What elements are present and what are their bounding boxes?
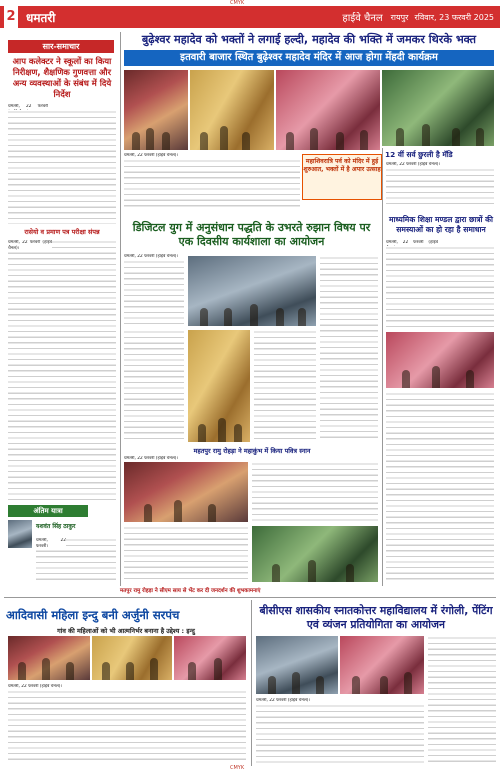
edition-name: रायपुर: [390, 12, 409, 22]
lead-photo: [190, 70, 274, 150]
lead-subheadline: इतवारी बाजार स्थित बुढ़ेश्वर महादेव मंदिर में आज होगा मेंहदी कार्यक्रम: [124, 50, 494, 66]
kumbh-photo: [124, 462, 248, 522]
story-headline: आप कलेक्टर ने स्कूलों का किया निरीक्षण, शैक्षणिक गुणवत्ता और अन्य व्यवस्थाओं के संबंध में दिये निर्देश: [12, 56, 112, 99]
story-body: [8, 240, 116, 502]
story-body: [8, 110, 116, 224]
story-body: [124, 330, 184, 442]
story-subheadline: गांव की महिलाओं को भी आत्मनिर्भर बनाना है उद्देश्य : इन्दु: [57, 627, 195, 635]
story-body: [386, 246, 494, 328]
story-body: [254, 330, 316, 442]
story-headline: महतपुर रामु रोहड़ा ने महाकुंभ में किया पवित्र स्नान: [193, 447, 311, 455]
workshop-photo: [188, 256, 316, 326]
lead-dateline: धमतरी, 22 फरवरी (हाईवे चैनल)।: [124, 153, 179, 158]
obituary-label: अंतिम यात्रा: [8, 505, 88, 517]
highlight-box: महाशिवरात्रि पर्व को मंदिर में हुई शुरुआत, भक्तों में है अपार उत्साह: [302, 154, 382, 200]
story-body: [428, 636, 496, 764]
section-label: सार-समाचार: [8, 40, 114, 53]
paper-name: हाईवे चैनल: [342, 13, 383, 24]
story-body: [124, 526, 248, 582]
column-divider: [120, 32, 121, 587]
story-headline: बीसीएस शासकीय स्नातकोत्तर महाविद्यालय में रंगोली, पेंटिंग एवं व्यंजन प्रतियोगिता का आयोजन: [259, 604, 493, 631]
story-photo: [252, 526, 378, 582]
story-dateline: धमतरी, 22 फरवरी (हाईवे चैनल)।: [8, 684, 63, 689]
story-dateline: धमतरी, 22 फरवरी (हाईवे चैनल)।: [256, 698, 311, 703]
story-body: [8, 690, 246, 764]
lead-photo: [124, 70, 188, 150]
story-headline: आदिवासी महिला इन्दु बनी अर्जुनी सरपंच: [6, 608, 180, 622]
story-body: [386, 168, 494, 204]
sarpanch-photo: [92, 636, 172, 680]
story-dateline: धमतरी, 22 फरवरी (हाईवे चैनल)।: [8, 240, 52, 251]
story-body: [386, 392, 494, 582]
strip-item: मतपुर रामु रोहड़ा ने सीएम साय से भेंट कर दी जनदर्शन की शुभकामनाएं: [120, 588, 261, 594]
sarpanch-photo: [174, 636, 246, 680]
lead-headline: बुढ़ेश्वर महादेव को भक्तों ने लगाई हल्दी, महादेव की भक्ति में जमकर थिरके भक्त: [141, 33, 477, 46]
story-body: [256, 704, 424, 764]
story-dateline: धमतरी, 22 फरवरी (हाईवे चैनल)।: [124, 456, 179, 461]
masthead: [0, 6, 500, 28]
workshop-photo: [188, 330, 250, 442]
news-strip: [0, 586, 500, 596]
story-body: [124, 260, 184, 326]
college-photo: [256, 636, 338, 694]
story-headline: 12 वीं सर्व छुरली है मॅडि: [385, 150, 453, 159]
section-divider: [4, 597, 496, 598]
story-headline: रासेयो व प्रमाण पत्र परीक्षा संपन्न: [24, 228, 100, 236]
section-name: धमतरी: [26, 10, 56, 25]
obituary-name: यशवंत सिंह ठाकुर: [36, 523, 76, 530]
story-headline: माध्यमिक शिक्षा मण्डल द्वारा छात्रों की समस्याओं का हो रहा है समाधान: [389, 215, 493, 234]
print-mark: CMYK: [230, 765, 245, 771]
story-dateline: धमतरी, 22 फरवरी (हाईवे: [386, 240, 438, 245]
story-dateline: धमतरी, 22 फरवरी (हाईवे चैनल)।: [124, 254, 179, 259]
sarpanch-photo: [8, 636, 90, 680]
column-divider: [251, 600, 252, 766]
story-headline: डिजिटल युग में अनुसंधान पद्धति के उभरते रुझान विषय पर एक दिवसीय कार्यशाला का आयोजन: [132, 221, 371, 248]
board-photo: [386, 332, 494, 388]
story-body: [252, 462, 378, 522]
story-dateline: धमतरी, 22 फरवरी (हाईवे चैनल)।: [386, 162, 441, 167]
column-divider: [382, 148, 383, 586]
lead-photo: [382, 70, 494, 146]
lead-body: [124, 159, 300, 211]
story-body: [320, 256, 378, 442]
obituary-dateline: धमतरी, 22 फरवरी।: [36, 538, 66, 549]
page-number: 2: [4, 6, 18, 28]
lead-photo: [276, 70, 380, 150]
print-mark: CMYK: [230, 0, 245, 6]
publication-date: रविवार, 23 फरवरी 2025: [414, 12, 494, 22]
story-dateline: धमतरी, 22 फरवरी: [8, 104, 48, 109]
college-photo: [340, 636, 424, 694]
obituary-photo: [8, 520, 32, 548]
